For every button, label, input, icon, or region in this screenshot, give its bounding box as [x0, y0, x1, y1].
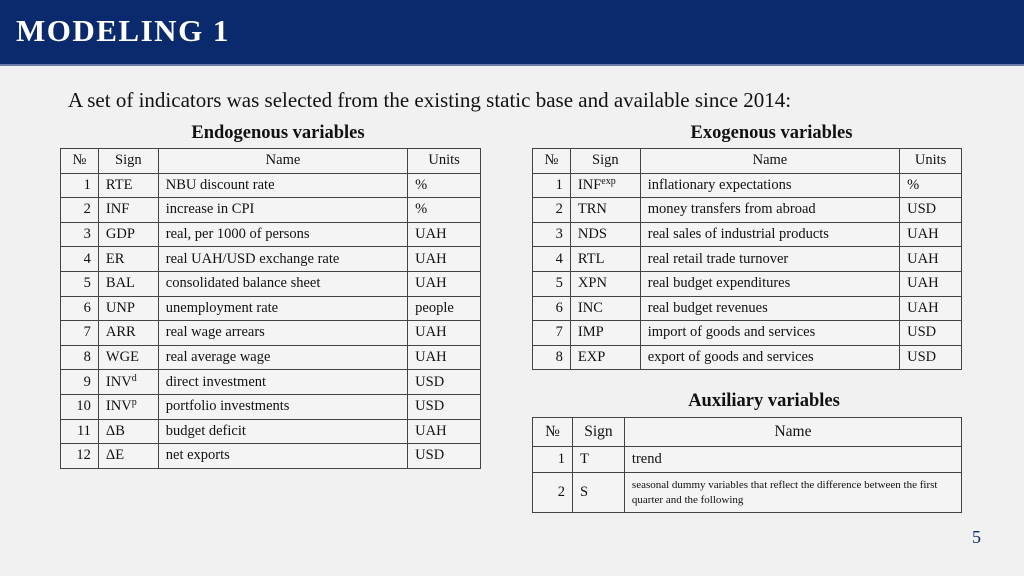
row-name: import of goods and services [640, 321, 899, 346]
row-units: UAH [408, 271, 481, 296]
row-number: 7 [61, 321, 99, 346]
row-number: 2 [61, 198, 99, 223]
row-number: 7 [533, 321, 571, 346]
col-header-name: Name [624, 418, 961, 447]
table-row [533, 296, 962, 321]
table-row [61, 419, 481, 444]
row-sign [570, 321, 640, 346]
row-units: people [408, 296, 481, 321]
row-units: UAH [900, 296, 962, 321]
table-row [533, 321, 962, 346]
row-sign [98, 222, 158, 247]
row-units: % [408, 173, 481, 198]
row-units: UAH [408, 419, 481, 444]
sign-text: XPN [577, 275, 607, 292]
col-header-sign: Sign [570, 149, 640, 174]
row-name: real UAH/USD exchange rate [158, 247, 407, 272]
row-name: direct investment [158, 370, 407, 395]
row-name: NBU discount rate [158, 173, 407, 198]
row-name: real budget expenditures [640, 271, 899, 296]
row-name: real sales of industrial products [640, 222, 899, 247]
row-units: % [408, 198, 481, 223]
sign-text: INF [105, 201, 130, 218]
table-row [61, 296, 481, 321]
row-name: export of goods and services [640, 345, 899, 370]
sign-text: NDS [577, 226, 607, 243]
table-header-row [533, 418, 962, 447]
row-number: 8 [61, 345, 99, 370]
row-sign [570, 271, 640, 296]
sign-text: TRN [577, 201, 607, 218]
sign-text: EXP [577, 349, 606, 366]
row-name: money transfers from abroad [640, 198, 899, 223]
row-number: 4 [533, 247, 571, 272]
sign-text: ER [105, 250, 125, 267]
row-sign [572, 447, 624, 473]
table-row [533, 222, 962, 247]
sign-text: INF [577, 176, 602, 193]
col-header-sign: Sign [572, 418, 624, 447]
sign-superscript: p [131, 397, 137, 409]
row-sign [98, 271, 158, 296]
row-sign [570, 173, 640, 198]
row-units: UAH [900, 271, 962, 296]
row-number: 2 [533, 473, 573, 513]
row-number: 10 [61, 394, 99, 419]
row-name: seasonal dummy variables that reflect the difference between the first quarter and the following [624, 473, 961, 513]
row-sign [98, 419, 158, 444]
row-name: portfolio investments [158, 394, 407, 419]
row-units: UAH [408, 345, 481, 370]
row-name: budget deficit [158, 419, 407, 444]
row-sign [98, 247, 158, 272]
table-header-row [533, 149, 962, 174]
row-sign [98, 321, 158, 346]
row-sign [570, 345, 640, 370]
table-row [533, 173, 962, 198]
row-sign [572, 473, 624, 513]
exogenous-table [532, 148, 962, 370]
col-header-name: Name [640, 149, 899, 174]
sign-text: WGE [105, 349, 139, 366]
table-row [61, 198, 481, 223]
row-number: 2 [533, 198, 571, 223]
sign-text: ΔE [105, 447, 125, 464]
sign-text: IMP [577, 324, 604, 341]
table-row [61, 370, 481, 395]
row-number: 6 [533, 296, 571, 321]
sign-text: RTE [105, 176, 133, 193]
row-sign [98, 370, 158, 395]
slide-header [0, 0, 1024, 66]
row-name: trend [624, 447, 961, 473]
row-name: increase in CPI [158, 198, 407, 223]
row-name: consolidated balance sheet [158, 271, 407, 296]
sign-text: RTL [577, 250, 605, 267]
auxiliary-table [532, 417, 962, 513]
col-header-sign: Sign [98, 149, 158, 174]
table-row [533, 247, 962, 272]
col-header-name: Name [158, 149, 407, 174]
row-sign [98, 394, 158, 419]
row-name: real retail trade turnover [640, 247, 899, 272]
row-units: UAH [900, 247, 962, 272]
intro-text: A set of indicators was selected from the existing static base and available since 2014: [68, 88, 792, 112]
row-units: USD [408, 394, 481, 419]
table-row [533, 447, 962, 473]
row-units: USD [408, 370, 481, 395]
row-name: net exports [158, 444, 407, 469]
row-number: 5 [533, 271, 571, 296]
row-name: real average wage [158, 345, 407, 370]
row-name: real, per 1000 of persons [158, 222, 407, 247]
sign-text: ΔB [105, 422, 125, 439]
table-header-row [61, 149, 481, 174]
row-name: real wage arrears [158, 321, 407, 346]
row-units: % [900, 173, 962, 198]
col-header-number: № [533, 149, 571, 174]
row-units: UAH [408, 247, 481, 272]
col-header-units: Units [408, 149, 481, 174]
col-header-units: Units [900, 149, 962, 174]
table-row [61, 173, 481, 198]
table-row [61, 444, 481, 469]
row-number: 6 [61, 296, 99, 321]
sign-superscript: d [131, 372, 137, 384]
table-row [533, 473, 962, 513]
row-number: 11 [61, 419, 99, 444]
table-row [533, 198, 962, 223]
endogenous-title: Endogenous variables [191, 123, 365, 143]
row-sign [98, 345, 158, 370]
row-number: 4 [61, 247, 99, 272]
row-sign [98, 173, 158, 198]
row-units: USD [408, 444, 481, 469]
sign-text: T [579, 451, 589, 467]
row-sign [570, 222, 640, 247]
sign-text: S [579, 484, 589, 500]
sign-text: GDP [105, 226, 135, 243]
row-sign [98, 198, 158, 223]
auxiliary-title: Auxiliary variables [688, 391, 840, 411]
row-name: inflationary expectations [640, 173, 899, 198]
table-row [61, 345, 481, 370]
row-number: 12 [61, 444, 99, 469]
row-units: USD [900, 345, 962, 370]
row-number: 3 [533, 222, 571, 247]
table-row [61, 222, 481, 247]
table-row [61, 394, 481, 419]
exogenous-title: Exogenous variables [690, 123, 853, 143]
table-row [533, 271, 962, 296]
sign-text: ARR [105, 324, 136, 341]
table-row [61, 271, 481, 296]
row-units: UAH [408, 321, 481, 346]
table-row [533, 345, 962, 370]
table-row [61, 321, 481, 346]
row-units: USD [900, 321, 962, 346]
row-sign [570, 247, 640, 272]
sign-text: UNP [105, 299, 135, 316]
row-number: 1 [533, 173, 571, 198]
row-number: 5 [61, 271, 99, 296]
page-number: 5 [972, 527, 981, 547]
col-header-number: № [61, 149, 99, 174]
sign-superscript: exp [601, 175, 616, 187]
row-name: unemployment rate [158, 296, 407, 321]
row-sign [98, 444, 158, 469]
row-number: 8 [533, 345, 571, 370]
sign-text: INV [105, 398, 132, 415]
row-number: 1 [533, 447, 573, 473]
sign-text: BAL [105, 275, 135, 292]
row-units: USD [900, 198, 962, 223]
row-sign [570, 296, 640, 321]
row-number: 9 [61, 370, 99, 395]
col-header-number: № [533, 418, 573, 447]
row-number: 1 [61, 173, 99, 198]
row-number: 3 [61, 222, 99, 247]
sign-text: INC [577, 299, 603, 316]
sign-text: INV [105, 373, 132, 390]
slide-title: MODELING 1 [16, 13, 230, 48]
table-row [61, 247, 481, 272]
row-sign [98, 296, 158, 321]
row-units: UAH [900, 222, 962, 247]
row-sign [570, 198, 640, 223]
row-name: real budget revenues [640, 296, 899, 321]
row-units: UAH [408, 222, 481, 247]
endogenous-table [60, 148, 481, 469]
